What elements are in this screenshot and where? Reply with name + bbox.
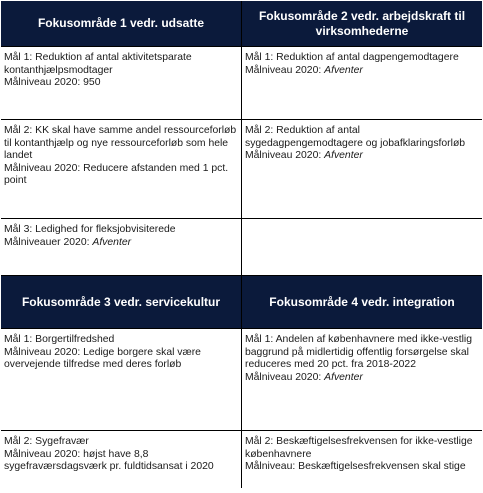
focus3-goal1-cell xyxy=(1,329,241,430)
focus1-goal3-level-prefix: Målniveauer 2020: xyxy=(4,236,93,248)
header-focus-area-4-text: Fokusområde 4 vedr. integration xyxy=(269,294,455,309)
focus4-goal2-text: Mål 2: Beskæftigelsesfrekvensen for ikke-vestlige københavnere xyxy=(245,436,473,460)
focus2-goal1-level-value: Afventer xyxy=(324,64,363,76)
focus3-goal2-cell xyxy=(1,431,241,493)
focus2-goal2-text: Mål 2: Reduktion af antal sygedagpengemodtagere og jobafklaringsforløb xyxy=(245,125,466,149)
focus2-goal1-level-prefix: Målniveau 2020: xyxy=(245,64,325,76)
focus1-goal2-text: Mål 2: KK skal have samme andel ressourceforløb til kontanthjælp og nye ressourceforløb som hele landet xyxy=(4,125,237,162)
header-focus-area-2-text: Fokusområde 2 vedr. arbejdskraft til virksomhederne xyxy=(258,8,466,38)
focus2-goal2-level xyxy=(245,150,479,163)
focus2-goal1-cell xyxy=(242,47,482,119)
focus4-goal2-level: Målniveau: Beskæftigelsesfrekvensen skal stige xyxy=(245,461,466,473)
focus1-goal2-cell xyxy=(1,120,241,218)
header-focus-area-4 xyxy=(242,276,482,328)
focus1-goal2-level: Målniveau 2020: Reducere afstanden med 1 pct. point xyxy=(4,162,229,187)
focus2-goal1-level xyxy=(245,65,479,78)
focus1-goal1-text: Mål 1: Reduktion af antal aktivitetsparate kontanthjælpsmodtager xyxy=(4,52,192,76)
focus1-goal3-text: Mål 3: Ledighed for fleksjobvisiterede xyxy=(4,224,176,235)
focus4-goal1-cell xyxy=(242,329,482,430)
focus1-goal3-level xyxy=(4,237,238,250)
focus1-goal3-level-value: Afventer xyxy=(92,236,132,248)
focus2-goal2-level-value: Afventer xyxy=(324,150,363,162)
focus4-goal1-level-value: Afventer xyxy=(324,371,363,383)
focus4-goal2-cell xyxy=(242,431,482,493)
focus2-goal1-text: Mål 1: Reduktion af antal dagpengemodtagere xyxy=(245,52,459,63)
focus4-goal1-level xyxy=(245,372,479,385)
focus3-goal1-level: Målniveau 2020: Ledige borgere skal være overvejende tilfredse med deres forløb xyxy=(4,346,201,371)
focus3-goal2-level: Målniveau 2020: højst have 8,8 sygefraværsdagsværk pr. fuldtidsansat i 2020 xyxy=(4,448,214,473)
focus2-goal2-level-prefix: Målniveau 2020: xyxy=(245,150,325,162)
focus2-goal2-cell xyxy=(242,120,482,218)
focus4-goal1-level-prefix: Målniveau 2020: xyxy=(245,371,325,383)
focus1-goal1-level: Målniveau 2020: 950 xyxy=(4,77,101,89)
focus4-goal1-text: Mål 1: Andelen af københavnere med ikke-vestlig baggrund på midlertidig offentlig forsørgelse skal reduceres med 20 pct. fra 2018-2022 xyxy=(245,334,472,371)
header-focus-area-2 xyxy=(242,1,482,46)
header-focus-area-1-text: Fokusområde 1 vedr. udsatte xyxy=(37,16,205,30)
focus2-empty-cell xyxy=(242,219,482,275)
focus3-goal2-text: Mål 2: Sygefravær xyxy=(4,436,89,447)
focus3-goal1-text: Mål 1: Borgertilfredshed xyxy=(4,334,115,345)
focus-areas-table xyxy=(1,1,482,488)
header-focus-area-3 xyxy=(1,276,241,328)
focus1-goal1-cell xyxy=(1,47,241,119)
focus1-goal3-cell xyxy=(1,219,241,275)
header-focus-area-1 xyxy=(1,1,241,46)
header-focus-area-3-text: Fokusområde 3 vedr. servicekultur xyxy=(21,294,221,309)
